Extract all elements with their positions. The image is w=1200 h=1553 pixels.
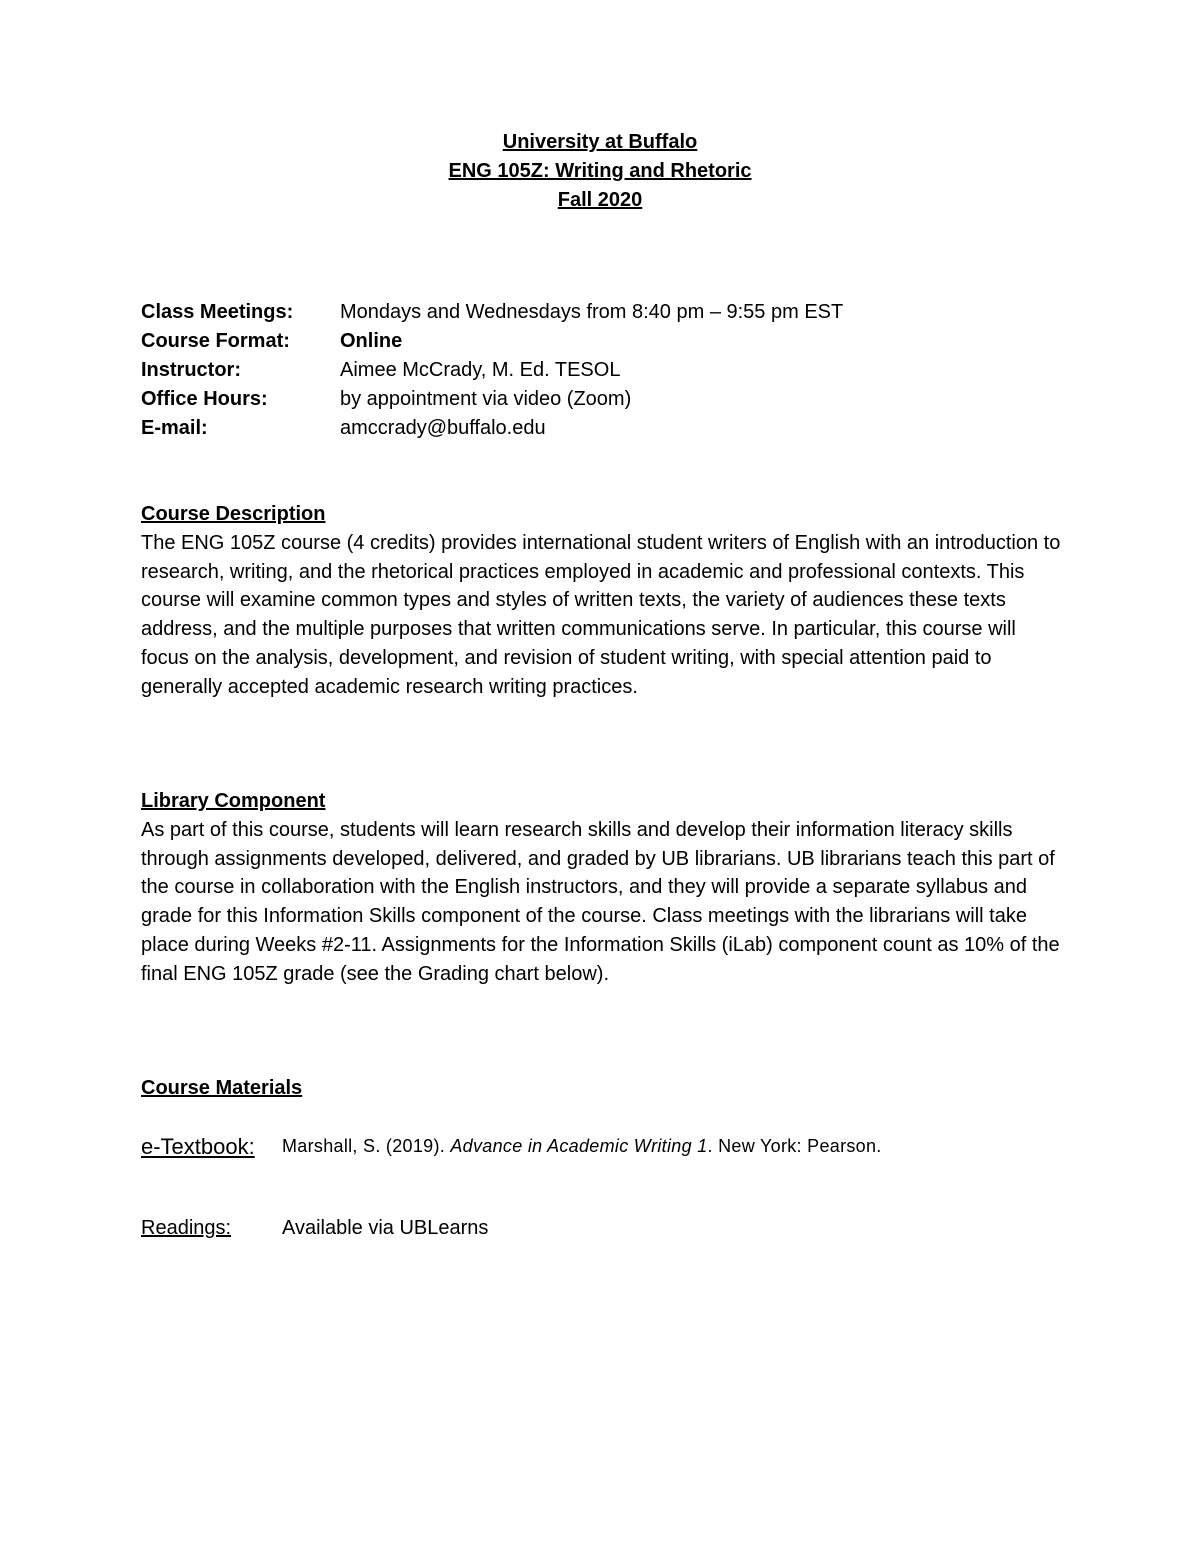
info-row-email: [141, 414, 843, 443]
info-row-class-meetings: [141, 298, 843, 327]
document-header: [0, 128, 1200, 215]
section-heading: Course Materials: [141, 1077, 303, 1099]
section-paragraph: The ENG 105Z course (4 credits) provides international student writers of English with an introduction to research, writing, and the rhetorical practices employed in academic and professional contexts. This course will examine common types and styles of written texts, the variety of audiences these texts address, and the multiple purposes that written communications serve. In particular, this course will focus on the analysis, development, and revision of student writing, with special attention paid to generally accepted academic research writing practices.: [141, 531, 1061, 698]
info-value: Mondays and Wednesdays from 8:40 pm – 9:55 pm EST: [340, 301, 844, 323]
info-row-office-hours: [141, 385, 843, 414]
info-row-instructor: [141, 356, 843, 385]
etextbook-row: [141, 1132, 882, 1161]
section-heading: Library Component: [141, 790, 326, 812]
info-label: E-mail:: [141, 417, 208, 439]
course-description-section: [141, 500, 1061, 702]
section-heading: Course Description: [141, 503, 326, 525]
course-title: ENG 105Z: Writing and Rhetoric: [448, 160, 752, 182]
info-value: Aimee McCrady, M. Ed. TESOL: [340, 359, 621, 381]
citation-author: Marshall, S. (2019).: [282, 1136, 451, 1156]
etextbook-citation: [282, 1132, 882, 1161]
institution-title: University at Buffalo: [502, 131, 698, 153]
readings-label: Readings:: [141, 1217, 232, 1239]
readings-value: Available via UBLearns: [282, 1217, 489, 1239]
section-paragraph: As part of this course, students will learn research skills and develop their information literacy skills through assignments developed, delivered, and graded by UB librarians. UB librarians teach this part of the course in collaboration with the English instructors, and they will provide a separate syllabus and grade for this Information Skills component of the course. Class meetings with the librarians will take place during Weeks #2-11. Assignments for the Information Skills (iLab) component count as 10% of the final ENG 105Z grade (see the Grading chart below).: [141, 818, 1060, 985]
info-label: Instructor:: [141, 359, 241, 381]
etextbook-label: e-Textbook:: [141, 1134, 255, 1159]
library-component-section: [141, 787, 1061, 989]
course-info-table: [141, 298, 843, 443]
info-value: Online: [340, 330, 403, 352]
readings-row: [141, 1214, 488, 1243]
citation-publisher: . New York: Pearson.: [707, 1136, 882, 1156]
info-value: by appointment via video (Zoom): [340, 388, 632, 410]
citation-book-title: Advance in Academic Writing 1: [450, 1136, 708, 1156]
term-title: Fall 2020: [557, 189, 643, 211]
info-label: Office Hours:: [141, 388, 268, 410]
info-label: Course Format:: [141, 330, 290, 352]
email-address: amccrady@buffalo.edu: [340, 417, 546, 439]
info-row-course-format: [141, 327, 843, 356]
course-materials-section: [141, 1074, 1061, 1103]
info-label: Class Meetings:: [141, 301, 294, 323]
